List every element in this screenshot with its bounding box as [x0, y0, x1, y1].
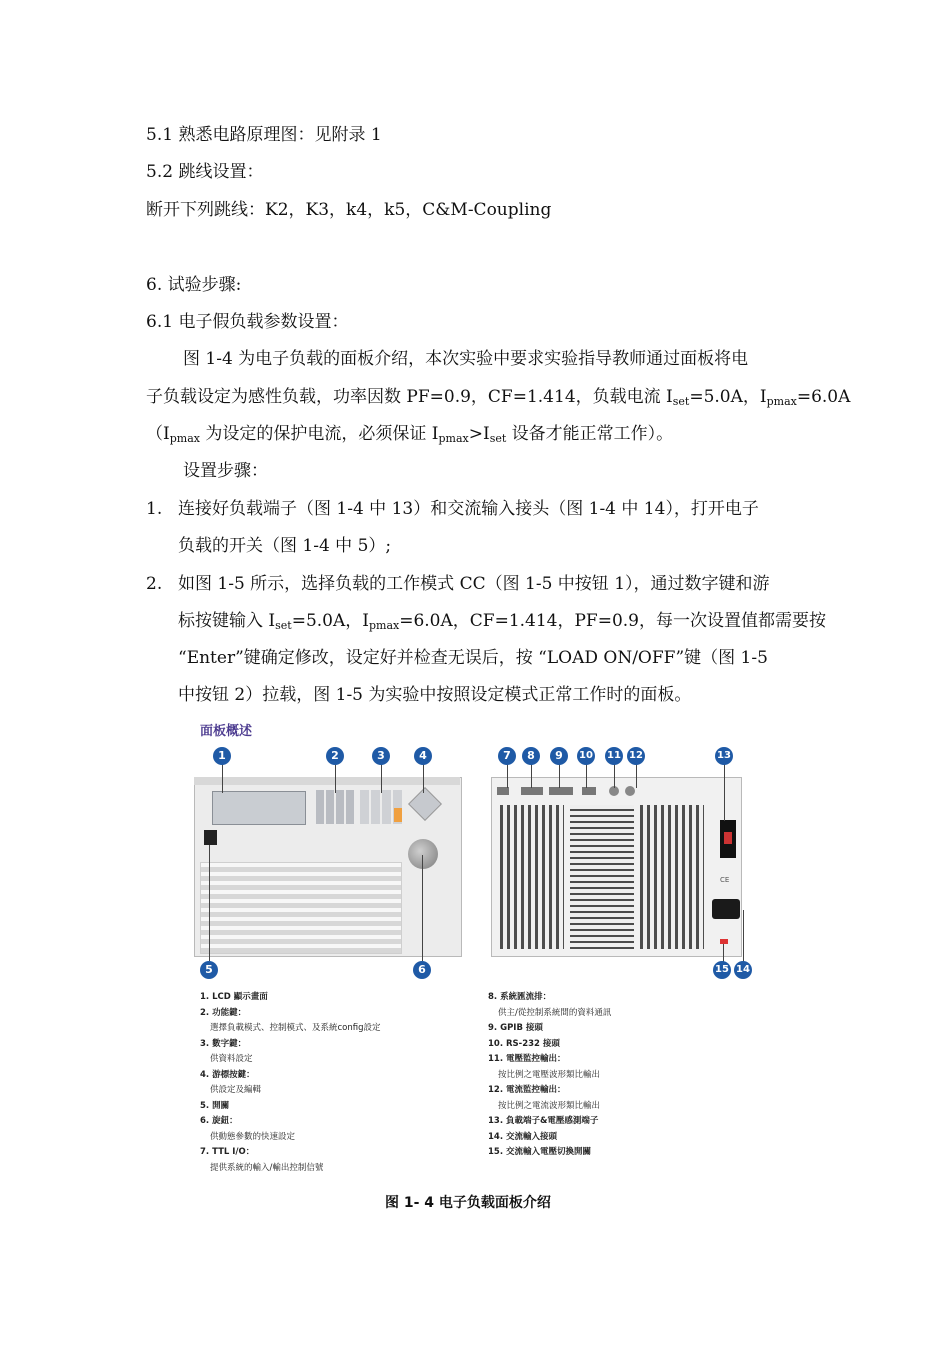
ac-input-connector — [712, 899, 740, 919]
legend-item-15: 15. 交流輸入電壓切換開關 — [488, 1147, 592, 1157]
intro-line-2: 子负载设定为感性负载，功率因数 PF=0.9，CF=1.414，负载电流 $I_{set}=5.0A$，$I_{pmax}=6.0A$ — [146, 387, 851, 408]
legend-item-11-desc: 按比例之電壓波形類比輸出 — [498, 1069, 601, 1080]
legend-left — [200, 990, 381, 1176]
callout-4: 4 — [414, 747, 432, 765]
callout-10: 10 — [577, 747, 595, 765]
step-2-number: 2. — [146, 574, 163, 594]
callout-13: 13 — [715, 747, 733, 765]
callout-14: 14 — [734, 961, 752, 979]
legend-item-4: 4. 游標按鍵： — [200, 1069, 255, 1080]
legend-item-3-desc: 供資料設定 — [210, 1054, 253, 1064]
legend-item-11: 11. 電壓監控輸出： — [488, 1054, 566, 1064]
callout-12: 12 — [627, 747, 645, 765]
callout-2: 2 — [326, 747, 344, 765]
legend-item-14: 14. 交流輸入接頭 — [488, 1131, 558, 1142]
callout-1: 1 — [213, 747, 231, 765]
legend-item-7: 7. TTL I/O： — [200, 1147, 255, 1157]
intro-line-1: 图 1-4 为电子负载的面板介绍，本次实验中要求实验指导教师通过面板将电 — [183, 349, 749, 369]
legend-item-3: 3. 數字鍵： — [200, 1038, 247, 1049]
section-5-2-detail: 断开下列跳线：K2，K3，k4，k5，C&M-Coupling — [146, 200, 552, 220]
section-6-1: 6.1 电子假负载参数设置： — [146, 312, 349, 332]
lcd-display — [212, 791, 306, 825]
callout-9: 9 — [550, 747, 568, 765]
step-1-line-2: 负载的开关（图 1-4 中 5）; — [178, 536, 392, 556]
legend-item-5: 5. 開關 — [200, 1100, 230, 1111]
power-switch — [204, 830, 217, 845]
callout-7: 7 — [498, 747, 516, 765]
step-2-line-3: “Enter”键确定修改，设定好并检查无误后，按 “LOAD ON/OFF”键（图 1-5 — [178, 648, 768, 668]
legend-item-12-desc: 按比例之電流波形類比輸出 — [498, 1100, 601, 1111]
rotary-knob — [408, 839, 438, 869]
section-6: 6. 试验步骤: — [146, 275, 242, 295]
steps-label: 设置步骤： — [183, 461, 268, 481]
figure-caption: 图 1- 4 电子负载面板介绍 — [385, 1195, 551, 1211]
legend-item-8: 8. 系統匯流排： — [488, 992, 552, 1002]
legend-item-13: 13. 負載端子&電壓感測端子 — [488, 1116, 599, 1126]
legend-item-7-desc: 提供系統的輸入/輸出控制信號 — [210, 1162, 324, 1173]
legend-item-10: 10. RS-232 接頭 — [488, 1038, 560, 1049]
ce-mark: CE — [720, 876, 730, 884]
step-2-line-4: 中按钮 2）拉载，图 1-5 为实验中按照设定模式正常工作时的面板。 — [178, 685, 692, 705]
function-keys — [316, 790, 356, 824]
step-1-line-1: 连接好负载端子（图 1-4 中 13）和交流输入接头（图 1-4 中 14），打开电子 — [178, 499, 759, 519]
step-1-number: 1. — [146, 499, 163, 519]
callout-15: 15 — [713, 961, 731, 979]
section-5-1: 5.1 熟悉电路原理图：见附录 1 — [146, 125, 382, 145]
step-2-line-1: 如图 1-5 所示，选择负载的工作模式 CC（图 1-5 中按钮 1），通过数字键和游 — [178, 574, 770, 594]
intro-line-3: （$I_{pmax}$ 为设定的保护电流，必须保证 $I_{pmax}>I_{set}$ 设备才能正常工作）。 — [146, 424, 674, 445]
legend-item-4-desc: 供設定及編輯 — [210, 1085, 262, 1095]
section-5-2: 5.2 跳线设置： — [146, 162, 264, 182]
legend-item-6: 6. 旋鈕： — [200, 1116, 238, 1126]
legend-item-12: 12. 電流監控輸出： — [488, 1085, 566, 1095]
legend-item-1: 1. LCD 顯示畫面 — [200, 992, 268, 1002]
figure-title: 面板概述 — [200, 724, 253, 739]
legend-item-2: 2. 功能鍵： — [200, 1007, 247, 1018]
legend-right — [488, 990, 611, 1161]
callout-8: 8 — [522, 747, 540, 765]
legend-item-9: 9. GPIB 接頭 — [488, 1023, 543, 1033]
legend-item-6-desc: 供動態參數的快速設定 — [210, 1131, 296, 1142]
callout-5: 5 — [200, 961, 218, 979]
callout-3: 3 — [372, 747, 390, 765]
callout-11: 11 — [605, 747, 623, 765]
legend-item-2-desc: 選擇負載模式、控制模式、及系統config設定 — [210, 1023, 381, 1033]
step-2-line-2: 标按键输入 $I_{set}=5.0A$，$I_{pmax}=6.0A$，CF=1.414，PF=0.9，每一次设置值都需要按 — [178, 611, 827, 632]
callout-6: 6 — [413, 961, 431, 979]
legend-item-8-desc: 供主/從控制系統間的資料通訊 — [498, 1007, 612, 1018]
